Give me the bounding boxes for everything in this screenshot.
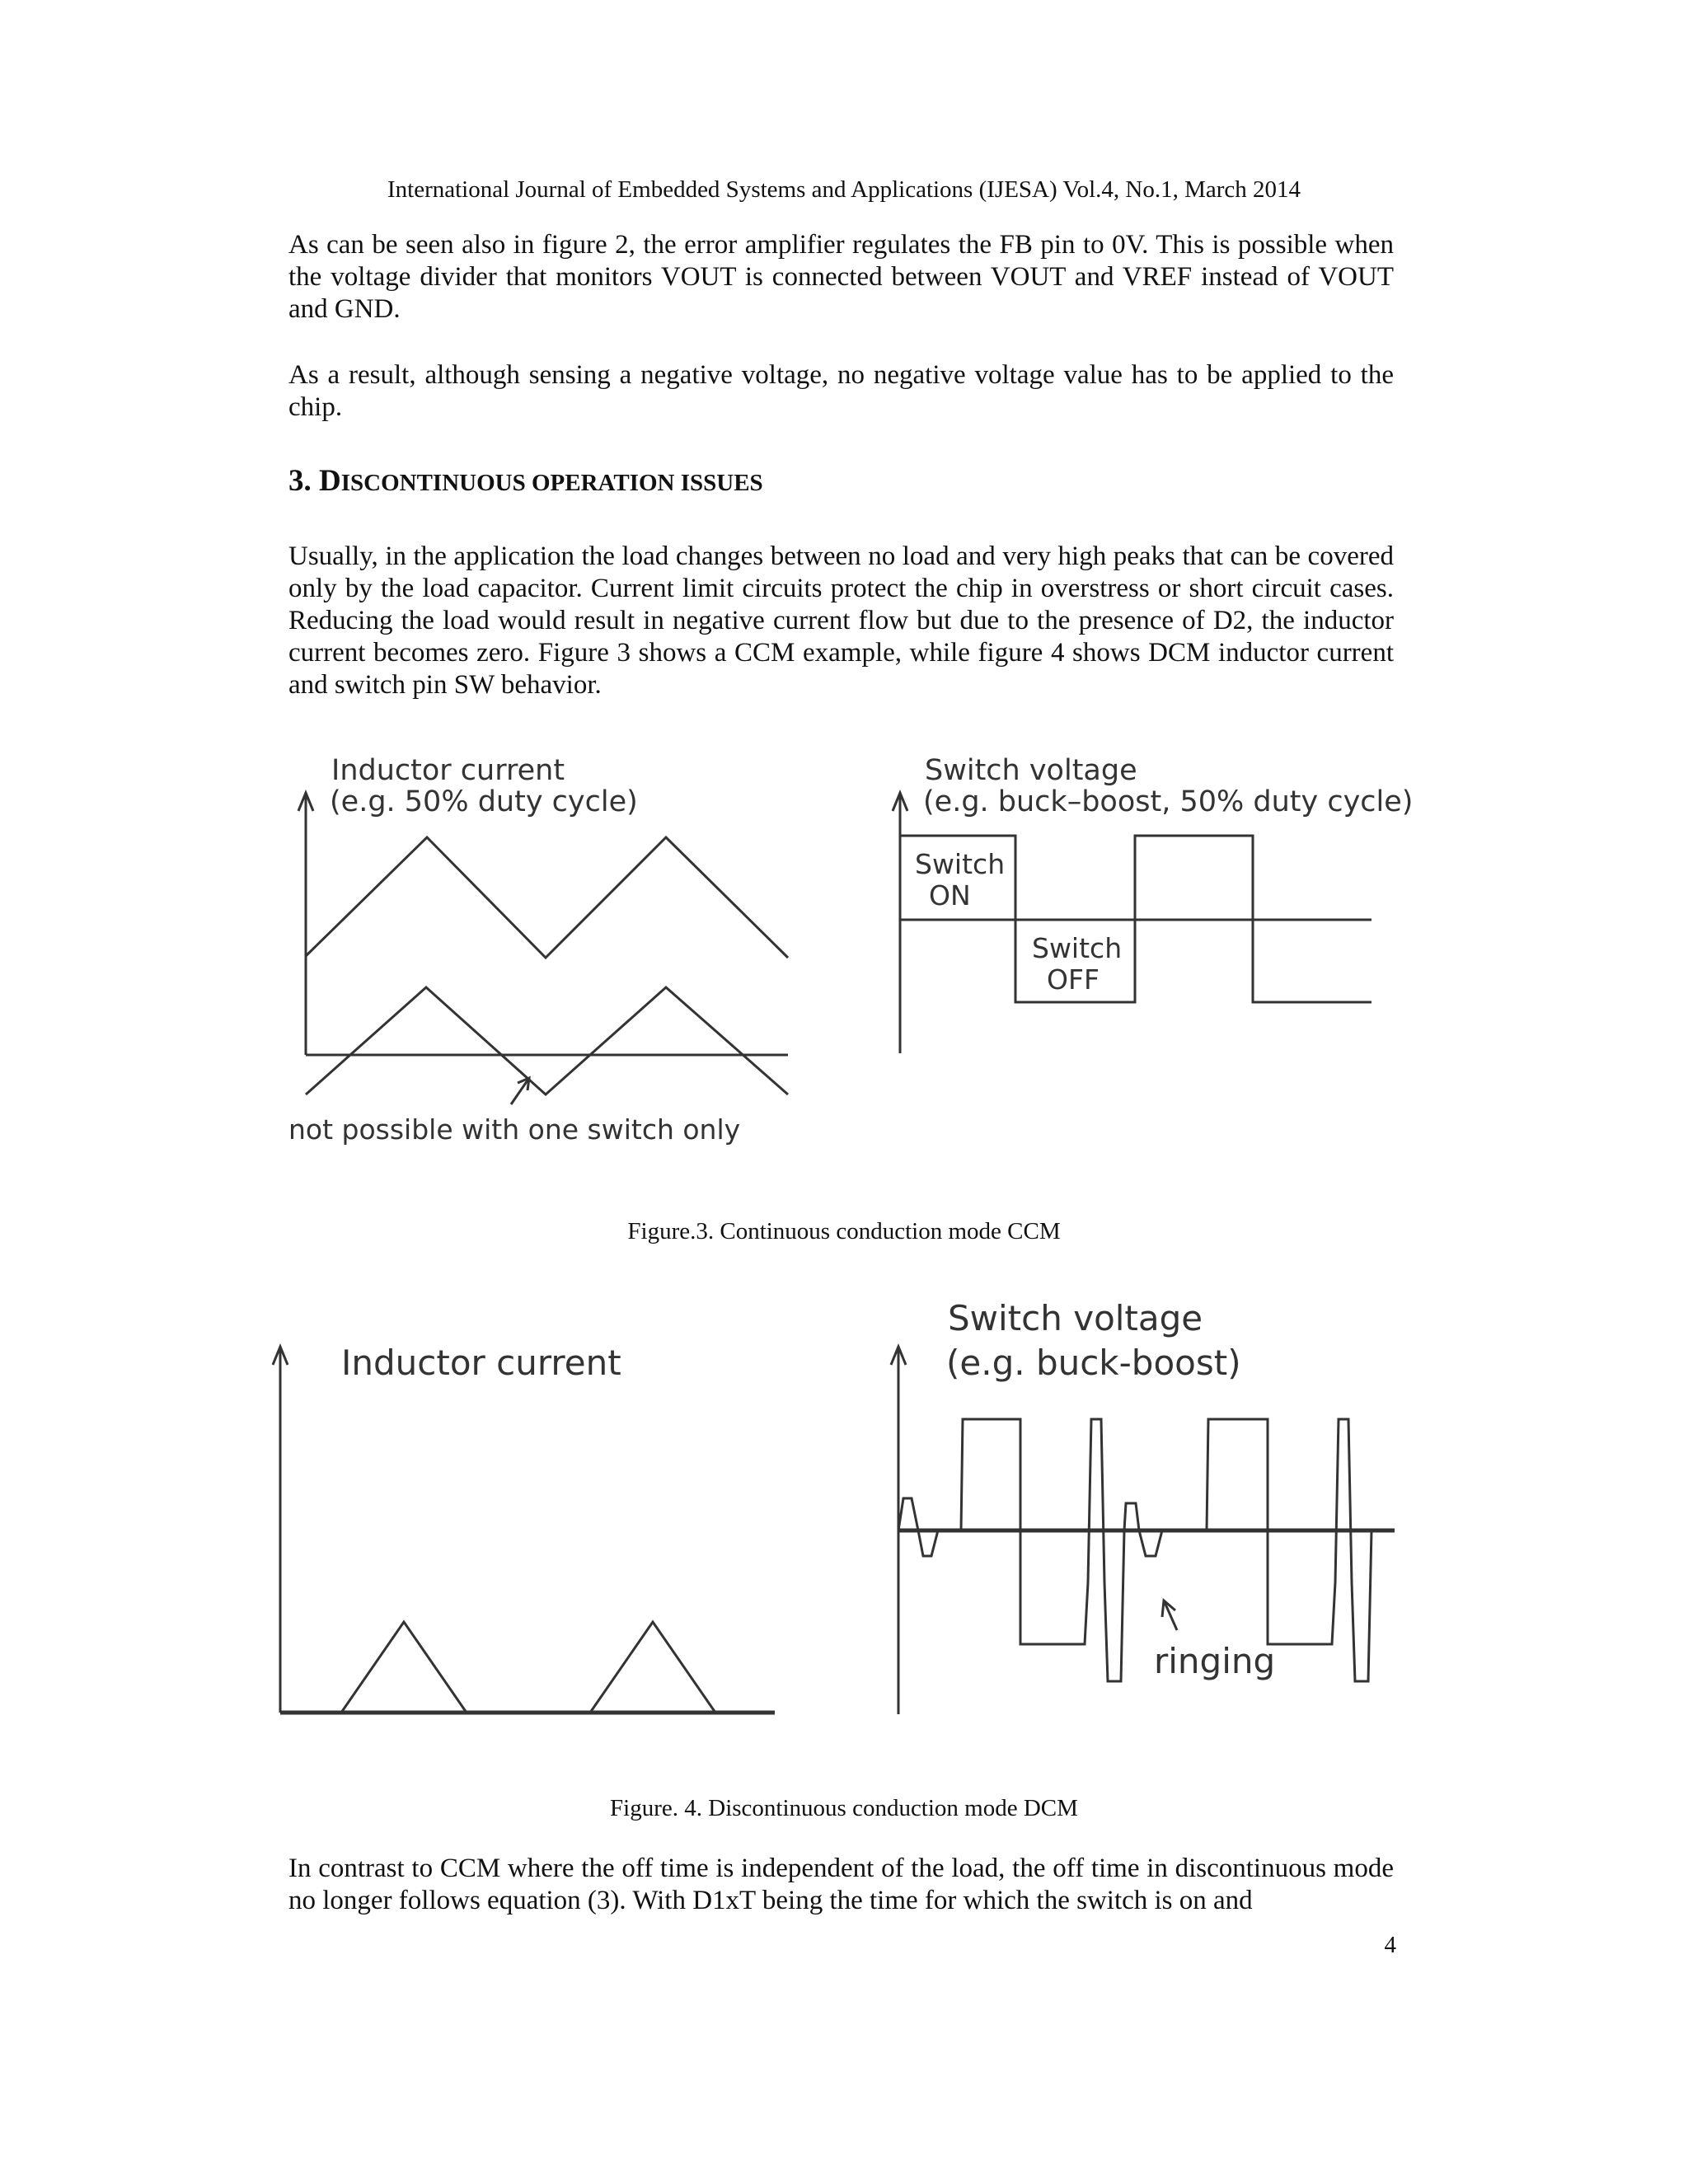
fig3-left-ccm-waveform <box>306 837 788 958</box>
figure4-inductor-current-plot <box>272 1319 783 1731</box>
section-title-initial: D <box>319 464 341 498</box>
figure4-caption: Figure. 4. Discontinuous conduction mode DCM <box>610 1795 1078 1821</box>
fig3-right-on-label-line1: Switch <box>915 848 1006 880</box>
section-heading <box>288 463 763 501</box>
fig4-left-pulse-1 <box>341 1622 467 1713</box>
figure4-switch-voltage-plot <box>890 1294 1409 1722</box>
paragraph-4: In contrast to CCM where the off time is independent of the load, the off time in discontinuous mode no longer follows equation (3). With D1xT being the time for which the switch is on and <box>288 1854 1394 1915</box>
fig3-left-title-line2: (e.g. 50% duty cycle) <box>330 785 638 818</box>
fig3-right-off-label-line1: Switch <box>1032 932 1123 964</box>
paragraph-3: Usually, in the application the load changes between no load and very high peaks that can be covered only by the load capacitor. Current limit circuits protect the chip in overstress or short circuit cases. Reducing the load would result in negative current flow but due to the presence of D2, the inductor current becomes zero. Figure 3 shows a CCM example, while figure 4 shows DCM inductor current and switch pin SW behavior. <box>288 541 1394 700</box>
section-title-rest: ISCONTINUOUS OPERATION ISSUES <box>340 470 763 496</box>
section-number: 3. <box>288 464 312 498</box>
page-number: 4 <box>1384 1932 1396 1958</box>
figure3-inductor-current-plot <box>280 742 799 1154</box>
fig3-left-annotation: not possible with one switch only <box>288 1113 741 1146</box>
fig3-right-title-line1: Switch voltage <box>925 754 1137 787</box>
fig4-right-ringing-waveform <box>898 1419 1395 1681</box>
figure3-switch-voltage-plot <box>890 742 1414 1071</box>
fig4-left-title: Inductor current <box>341 1343 621 1383</box>
figure3-caption: Figure.3. Continuous conduction mode CCM <box>627 1218 1061 1244</box>
fig4-right-title-line1: Switch voltage <box>948 1298 1203 1338</box>
running-header: International Journal of Embedded Systems and Applications (IJESA) Vol.4, No.1, March 2014 <box>387 176 1301 203</box>
fig4-right-title-line2: (e.g. buck-boost) <box>946 1343 1241 1383</box>
paragraph-2: As a result, although sensing a negative voltage, no negative voltage value has to be applied to the chip. <box>288 360 1394 422</box>
fig3-right-off-label-line2: OFF <box>1047 963 1100 996</box>
fig3-left-title-line1: Inductor current <box>331 754 565 787</box>
paragraph-1: As can be seen also in figure 2, the error amplifier regulates the FB pin to 0V. This is possible when the voltage divider that monitors VOUT is connected between VOUT and VREF instead of VOUT and GND. <box>288 230 1394 324</box>
fig3-right-on-label-line2: ON <box>929 879 971 912</box>
fig4-right-annotation: ringing <box>1154 1641 1276 1681</box>
fig4-left-pulse-2 <box>590 1622 715 1713</box>
fig3-left-negative-waveform <box>306 987 788 1094</box>
fig3-right-title-line2: (e.g. buck–boost, 50% duty cycle) <box>923 785 1414 818</box>
